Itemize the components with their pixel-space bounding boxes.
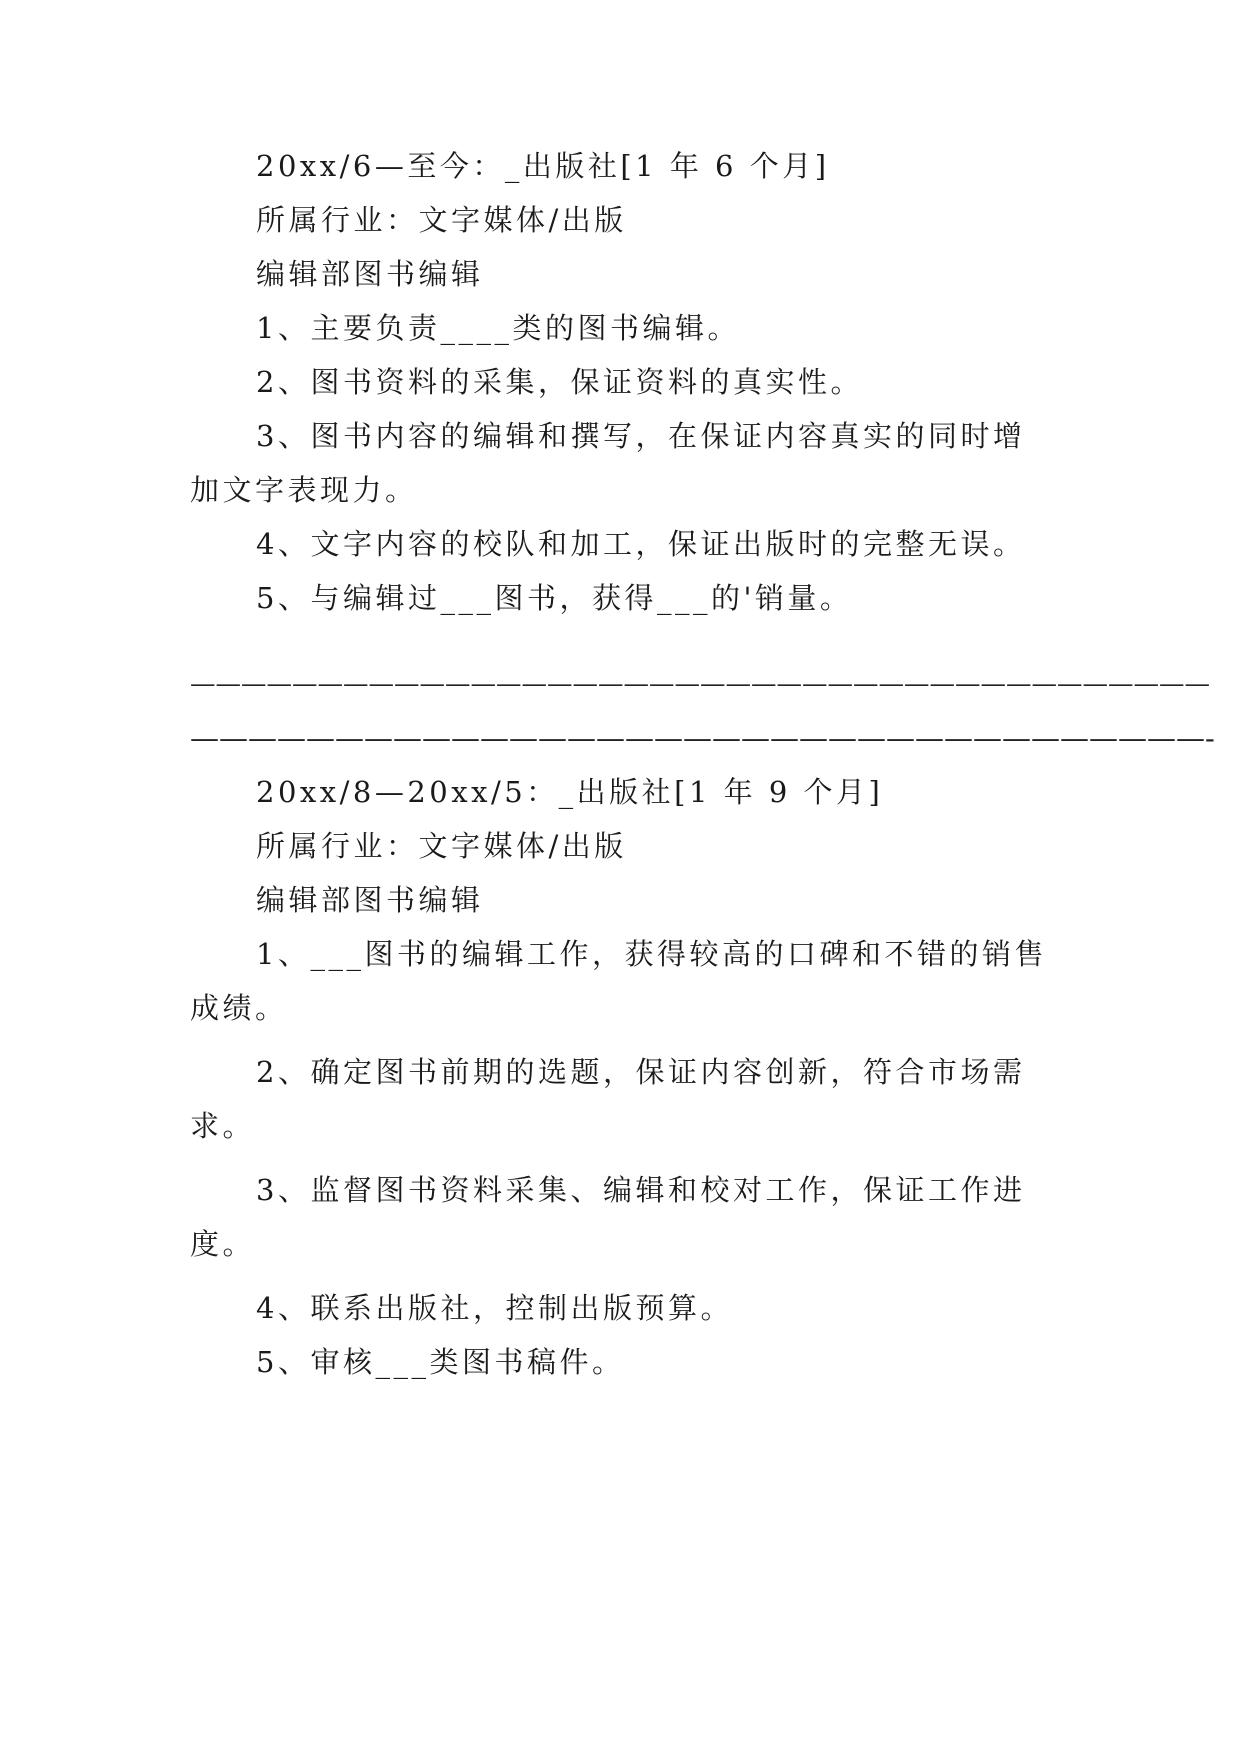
job1-duty-5: 5、与编辑过___图书，获得___的'销量。: [256, 581, 853, 615]
job2-duty-2-cont: 求。: [190, 1109, 256, 1143]
job2-period: 20xx/8—20xx/5：_出版社[1 年 9 个月]: [256, 775, 884, 809]
job1-duty-2: 2、图书资料的采集，保证资料的真实性。: [256, 365, 863, 399]
job2-duty-3-cont: 度。: [190, 1227, 256, 1261]
job1-duty-3-cont: 加文字表现力。: [190, 473, 418, 507]
job2-duty-1: 1、___图书的编辑工作，获得较高的口碑和不错的销售: [256, 937, 1047, 971]
job2-duty-4: 4、联系出版社，控制出版预算。: [256, 1291, 733, 1325]
job2-position: 编辑部图书编辑: [256, 883, 484, 917]
job1-duty-3: 3、图书内容的编辑和撰写，在保证内容真实的同时增: [256, 419, 1026, 453]
job2-duty-1-cont: 成绩。: [190, 991, 288, 1025]
job1-position: 编辑部图书编辑: [256, 257, 484, 291]
job1-industry: 所属行业：文字媒体/出版: [256, 203, 627, 237]
job2-industry: 所属行业：文字媒体/出版: [256, 829, 627, 863]
job2-duty-3: 3、监督图书资料采集、编辑和校对工作，保证工作进: [256, 1173, 1026, 1207]
job1-duty-4: 4、文字内容的校队和加工，保证出版时的完整无误。: [256, 527, 1026, 561]
divider-line-2: ———————————————————————————————————-: [190, 721, 1215, 755]
job1-duty-1: 1、主要负责____类的图书编辑。: [256, 311, 740, 345]
job2-duty-5: 5、审核___类图书稿件。: [256, 1345, 625, 1379]
divider-line-1: ————————————————————————————————————————: [190, 669, 1210, 699]
job1-period: 20xx/6—至今：_出版社[1 年 6 个月]: [256, 149, 830, 183]
job2-duty-2: 2、确定图书前期的选题，保证内容创新，符合市场需: [256, 1055, 1026, 1089]
